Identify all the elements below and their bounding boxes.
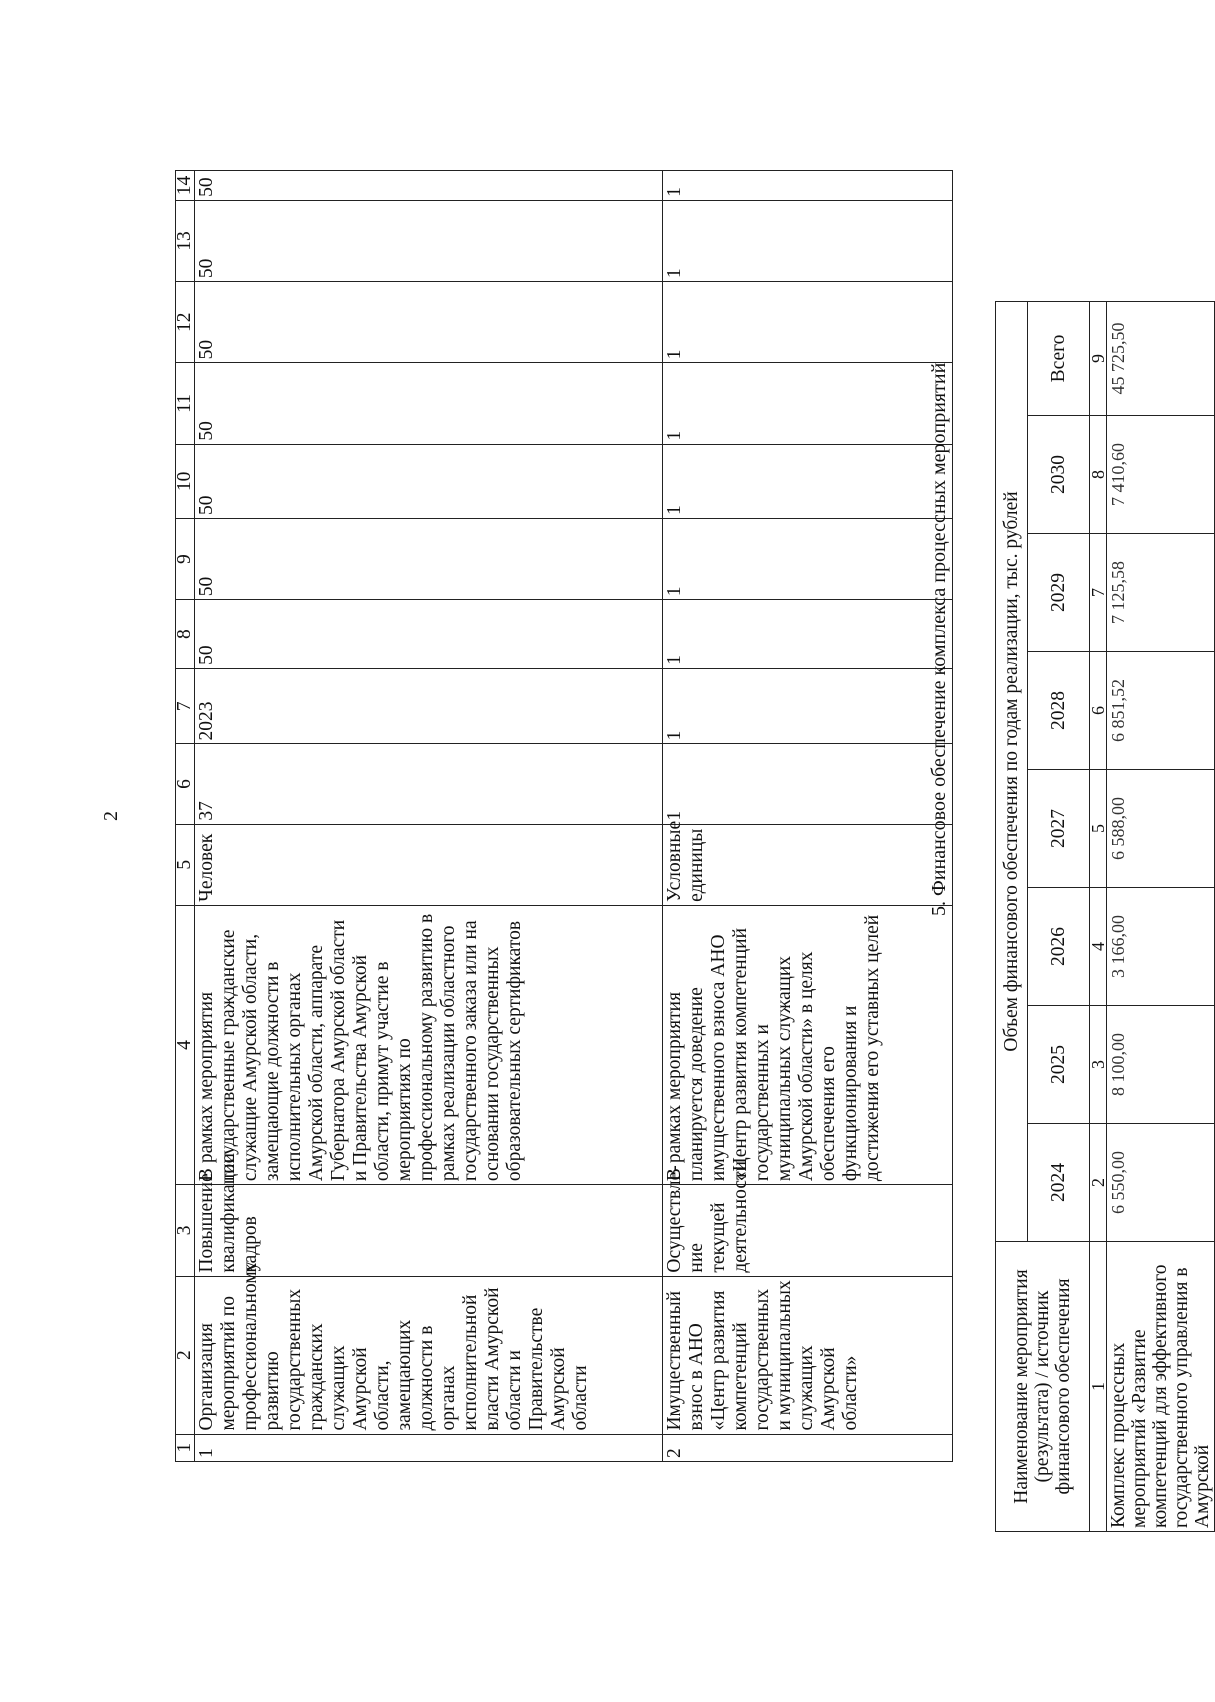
base-value: 37 [195, 744, 663, 824]
year-value: 1 [663, 282, 953, 363]
results-table [175, 170, 953, 1462]
col-number: 3 [1090, 1006, 1107, 1124]
header-row [996, 301, 1028, 1531]
year-value: 1 [663, 200, 953, 281]
amount-value: 7 410,60 [1107, 416, 1215, 534]
year-value: 1 [663, 600, 953, 669]
col-number: 7 [176, 668, 195, 744]
col-number: 14 [176, 171, 195, 201]
col-number: 4 [176, 905, 195, 1184]
name-header: Наименование мероприятия (результата) / источник финансового обеспечения [996, 1242, 1090, 1532]
table-row [195, 171, 663, 1462]
year-header: 2028 [1028, 652, 1090, 770]
year-header: 2027 [1028, 770, 1090, 888]
column-number-row [176, 171, 195, 1462]
year-header: 2025 [1028, 1006, 1090, 1124]
col-number: 9 [1090, 301, 1107, 415]
amount-value: 8 100,00 [1107, 1006, 1215, 1124]
year-value: 50 [195, 444, 663, 518]
page-number: 2 [100, 811, 122, 821]
year-value: 1 [663, 171, 953, 201]
financing-table [995, 301, 1215, 1532]
section-title: 5. Финансовое обеспечение комплекса процессных мероприятий [928, 362, 950, 916]
col-number: 7 [1090, 534, 1107, 652]
total-value: 45 725,50 [1107, 301, 1215, 415]
year-value: 50 [195, 282, 663, 363]
col-number: 8 [1090, 416, 1107, 534]
col-number: 11 [176, 363, 195, 444]
col-number: 10 [176, 444, 195, 518]
amount-value: 6 851,52 [1107, 652, 1215, 770]
year-value: 1 [663, 444, 953, 518]
table-row [1107, 301, 1215, 1531]
col-number: 5 [1090, 770, 1107, 888]
complex-name: Комплекс процессных мероприятий «Развитие компетенций для эффективного государственного управления в Амурской [1107, 1242, 1215, 1532]
col-number: 9 [176, 519, 195, 600]
col-number: 6 [1090, 652, 1107, 770]
col-number: 12 [176, 282, 195, 363]
amount-value: 6 550,00 [1107, 1124, 1215, 1242]
unit: Условные единицы [663, 824, 953, 905]
col-number: 2 [1090, 1124, 1107, 1242]
measure-type: Осуществле-ние текущей деятельности [663, 1185, 953, 1277]
year-value: 50 [195, 519, 663, 600]
measure-description: В рамках мероприятия государственные гражданские служащие Амурской области, замещающие должности в исполнительных органах Амурской области, аппарате Губернатора Амурской области и Правительства Амурской области, примут участие в мероприятиях по профессиональному развитию в рамках реализации областного государственного заказа или на основании государственных образовательных сертификатов [195, 905, 663, 1184]
col-number: 5 [176, 824, 195, 905]
year-value: 50 [195, 171, 663, 201]
col-number: 6 [176, 744, 195, 824]
volume-header: Объем финансового обеспечения по годам реализации, тыс. рублей [996, 301, 1028, 1241]
table-row [663, 171, 953, 1462]
amount-value: 7 125,58 [1107, 534, 1215, 652]
measure-description: В рамках мероприятия планируется доведение имущественного взноса АНО «Центр развития компетенций государственных и муниципальных служащих Амурской области» в целях обеспечения его функционирования и достижения его уставных целей [663, 905, 953, 1184]
year-value: 50 [195, 600, 663, 669]
year-header: 2026 [1028, 888, 1090, 1006]
total-header: Всего [1028, 301, 1090, 415]
amount-value: 6 588,00 [1107, 770, 1215, 888]
base-year: 2023 [195, 668, 663, 744]
measure-type: Повышение квалификации кадров [195, 1185, 663, 1277]
year-header: 2029 [1028, 534, 1090, 652]
row-number: 1 [195, 1434, 663, 1461]
year-value: 50 [195, 200, 663, 281]
base-value: 1 [663, 744, 953, 824]
year-value: 50 [195, 363, 663, 444]
unit: Человек [195, 824, 663, 905]
col-number: 8 [176, 600, 195, 669]
col-number: 1 [176, 1434, 195, 1461]
base-year: 1 [663, 668, 953, 744]
col-number: 3 [176, 1185, 195, 1277]
col-number: 13 [176, 200, 195, 281]
year-value: 1 [663, 519, 953, 600]
col-number: 4 [1090, 888, 1107, 1006]
col-number: 1 [1090, 1242, 1107, 1532]
year-value: 1 [663, 363, 953, 444]
row-number: 2 [663, 1434, 953, 1461]
column-number-row [1090, 301, 1107, 1531]
year-header: 2024 [1028, 1124, 1090, 1242]
measure-name: Организация мероприятий по профессиональному развитию государственных гражданских служащих Амурской области, замещающих должности в органах исполнительной власти Амурской области и Правительстве Амурской области [195, 1276, 663, 1434]
year-header: 2030 [1028, 416, 1090, 534]
measure-name: Имущественный взнос в АНО «Центр развития компетенций государственных и муниципальных служащих Амурской области» [663, 1276, 953, 1434]
amount-value: 3 166,00 [1107, 888, 1215, 1006]
col-number: 2 [176, 1276, 195, 1434]
